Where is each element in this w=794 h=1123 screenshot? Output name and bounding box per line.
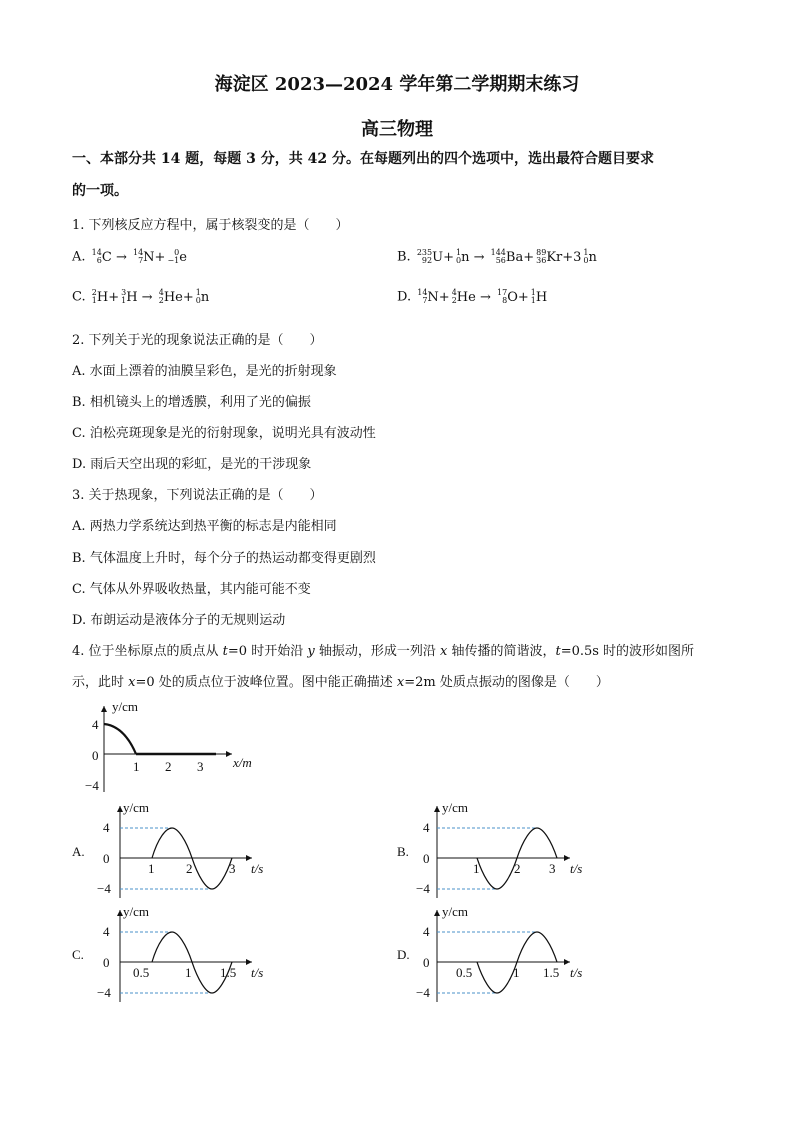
wave-xlabel: x/m: [233, 755, 252, 770]
wave-xtick-2: 2: [165, 759, 172, 774]
q2-option-b[interactable]: B. 相机镜头上的增透膜，利用了光的偏振: [72, 395, 311, 410]
svg-text:2: 2: [514, 861, 521, 876]
q4-option-c-label: C.: [72, 947, 84, 962]
svg-text:t/s: t/s: [570, 861, 583, 876]
q2-option-a[interactable]: A. 水面上漂着的油膜呈彩色，是光的折射现象: [72, 364, 337, 379]
wave-ytick-0: 0: [92, 748, 99, 763]
svg-text:−4: −4: [416, 985, 430, 1000]
wave-ytick-4: 4: [92, 717, 99, 732]
q4-stem: 4. 位于坐标原点的质点从 t=0 时开始沿 y 轴振动，形成一列沿 x 轴传播的简谐波，t=0.5s 时的波形如图所: [72, 644, 695, 659]
wave-xtick-1: 1: [133, 759, 140, 774]
q1-option-b-label: B.: [397, 249, 411, 265]
svg-text:−4: −4: [416, 881, 430, 896]
svg-text:4: 4: [103, 820, 110, 835]
q3-option-a[interactable]: A. 两热力学系统达到热平衡的标志是内能相同: [72, 519, 337, 534]
svg-text:0: 0: [423, 955, 430, 970]
q4-option-a-label: A.: [72, 844, 85, 859]
q4-option-a-graph[interactable]: [72, 800, 263, 898]
svg-text:3: 3: [549, 861, 556, 876]
q4-option-c-graph[interactable]: [72, 904, 263, 1002]
wave-xtick-3: 3: [197, 759, 204, 774]
svg-text:1: 1: [513, 965, 520, 980]
svg-text:3: 3: [229, 861, 236, 876]
q2-stem: 2. 下列关于光的现象说法正确的是（ ）: [72, 333, 323, 348]
q1-option-d-equation: 14 7 N+ 4 2 He → 17 8 O+ 1 1 H: [417, 288, 548, 305]
q2-option-d[interactable]: D. 雨后天空出现的彩虹，是光的干涉现象: [72, 457, 312, 472]
q4-option-b-label: B.: [397, 844, 409, 859]
svg-text:−4: −4: [97, 881, 111, 896]
svg-text:−4: −4: [97, 985, 111, 1000]
exam-title: 海淀区 2023—2024 学年第二学期期末练习: [214, 74, 580, 95]
svg-text:2: 2: [186, 861, 193, 876]
svg-text:1: 1: [148, 861, 155, 876]
svg-text:0.5: 0.5: [456, 965, 473, 980]
svg-text:t/s: t/s: [251, 965, 264, 980]
svg-text:0.5: 0.5: [133, 965, 150, 980]
q1-option-c-equation: 2 1 H+ 3 1 H → 4 2 He+ 1 0 n: [91, 288, 210, 305]
wave-ylabel: y/cm: [112, 699, 138, 714]
svg-text:t/s: t/s: [251, 861, 264, 876]
section-line-1: 一、本部分共 14 题，每题 3 分，共 42 分。在每题列出的四个选项中，选出最符合题目要求: [72, 151, 654, 167]
q4-option-d-graph[interactable]: [397, 904, 582, 1002]
svg-text:y/cm: y/cm: [123, 904, 149, 919]
svg-text:0: 0: [103, 955, 110, 970]
svg-text:4: 4: [103, 924, 110, 939]
exam-subtitle: 高三物理: [361, 119, 433, 140]
svg-text:0: 0: [103, 851, 110, 866]
q1-option-a-equation: 14 6 C → 14 7 N+ 0 −1 e: [91, 248, 187, 265]
q3-option-b[interactable]: B. 气体温度上升时，每个分子的热运动都变得更剧烈: [72, 551, 376, 566]
q4-option-d-label: D.: [397, 947, 410, 962]
q4-option-b-graph[interactable]: [397, 800, 582, 898]
svg-text:t/s: t/s: [570, 965, 583, 980]
svg-text:y/cm: y/cm: [442, 904, 468, 919]
q1-option-c-label: C.: [72, 289, 86, 305]
section-line-2: 的一项。: [72, 183, 128, 199]
wave-ytick-neg4: −4: [85, 778, 99, 793]
svg-text:y/cm: y/cm: [123, 800, 149, 815]
q2-option-c[interactable]: C. 泊松亮斑现象是光的衍射现象，说明光具有波动性: [72, 426, 376, 441]
svg-text:0: 0: [423, 851, 430, 866]
q3-option-c[interactable]: C. 气体从外界吸收热量，其内能可能不变: [72, 582, 311, 597]
q3-option-d[interactable]: D. 布朗运动是液体分子的无规则运动: [72, 613, 286, 628]
q4-stem-line-2: 示，此时 x=0 处的质点位于波峰位置。图中能正确描述 x=2m 处质点振动的图像是（ ）: [72, 675, 609, 690]
svg-text:1: 1: [473, 861, 480, 876]
svg-text:1.5: 1.5: [220, 965, 237, 980]
q1-option-a-label: A.: [72, 249, 86, 265]
svg-text:4: 4: [423, 924, 430, 939]
q1-option-b-equation: 235 92 U+ 1 0 n → 144 56 Ba+ 89 36 Kr+3 1 0 n: [416, 248, 597, 265]
svg-text:y/cm: y/cm: [442, 800, 468, 815]
svg-text:4: 4: [423, 820, 430, 835]
svg-text:1.5: 1.5: [543, 965, 560, 980]
q3-stem: 3. 关于热现象，下列说法正确的是（ ）: [72, 488, 323, 503]
q1-option-d-label: D.: [397, 289, 412, 305]
q1-stem: 1. 下列核反应方程中，属于核裂变的是（ ）: [72, 218, 349, 233]
svg-text:1: 1: [185, 965, 192, 980]
